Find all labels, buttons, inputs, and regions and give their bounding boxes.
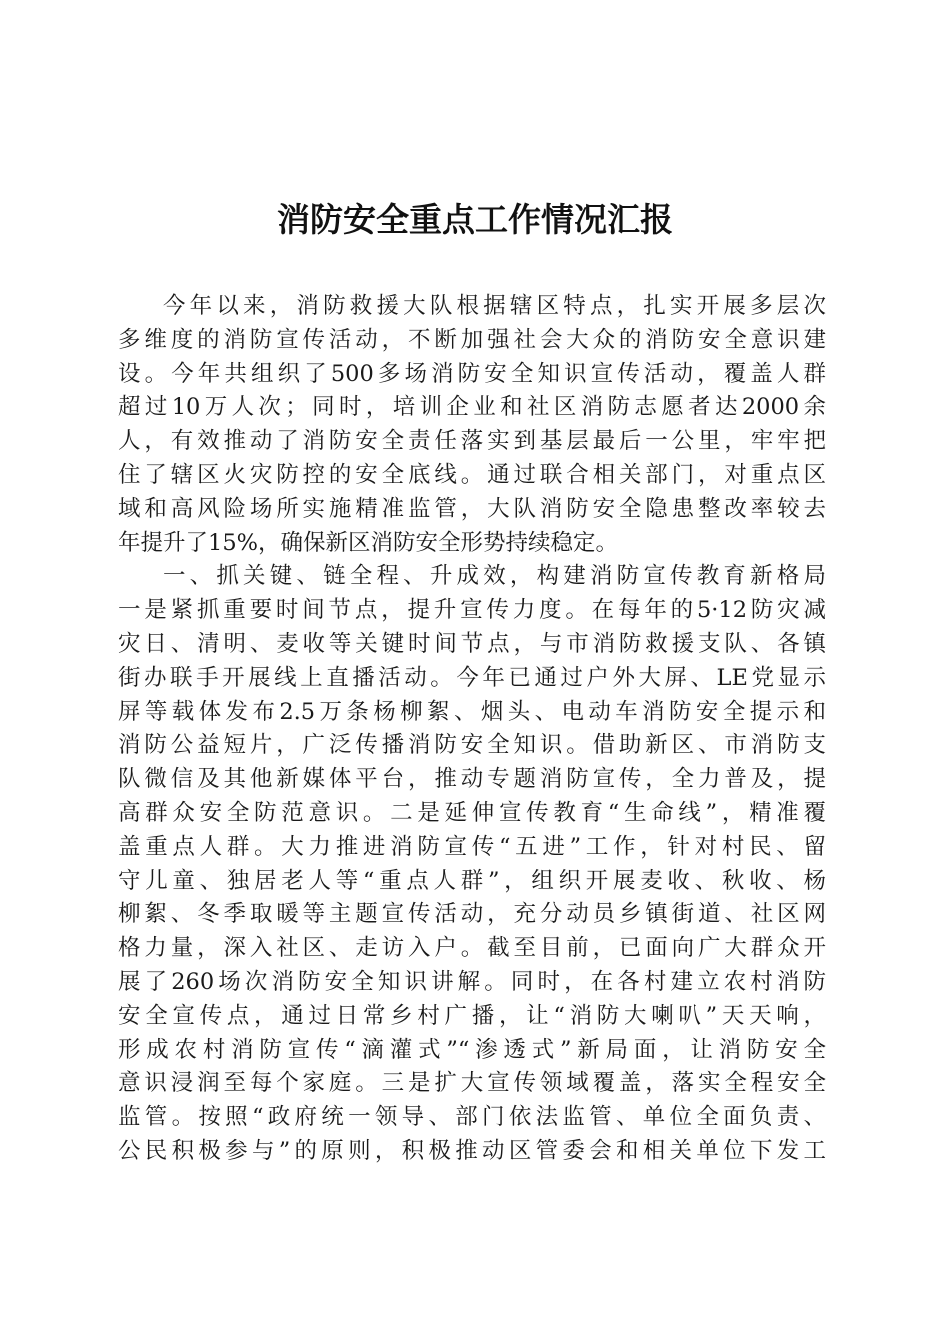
text-line: 展了260场次消防安全知识讲解。同时，在各村建立农村消防 — [118, 968, 826, 995]
section-heading-line: 一、抓关键、链全程、升成效，构建消防宣传教育新格局 — [163, 563, 826, 590]
text-line: 今年以来，消防救援大队根据辖区特点，扎实开展多层次 — [163, 293, 826, 319]
text-line: 意识浸润至每个家庭。三是扩大宣传领域覆盖，落实全程安全 — [118, 1070, 826, 1097]
text-line: 监管。按照“政府统一领导、部门依法监管、单位全面负责、 — [118, 1104, 826, 1131]
text-line: 街办联手开展线上直播活动。今年已通过户外大屏、LE党显示 — [118, 664, 826, 691]
document-body — [118, 290, 826, 1169]
text-line: 多维度的消防宣传活动，不断加强社会大众的消防安全意识建 — [118, 326, 826, 353]
text-line: 消防公益短片，广泛传播消防安全知识。借助新区、市消防支 — [118, 732, 826, 759]
text-line: 高群众安全防范意识。二是延伸宣传教育“生命线”，精准覆 — [118, 799, 826, 826]
text-line: 安全宣传点，通过日常乡村广播，让“消防大喇叭”天天响， — [118, 1002, 826, 1029]
text-line: 域和高风险场所实施精准监管，大队消防安全隐患整改率较去 — [118, 495, 826, 522]
page-title: 消防安全重点工作情况汇报 — [277, 200, 673, 239]
text-line: 年提升了15%，确保新区消防安全形势持续稳定。 — [118, 529, 619, 556]
text-line: 守儿童、独居老人等“重点人群”，组织开展麦收、秋收、杨 — [118, 867, 826, 894]
text-line: 公民积极参与”的原则，积极推动区管委会和相关单位下发工 — [118, 1137, 826, 1164]
text-line: 超过10万人次；同时，培训企业和社区消防志愿者达2000余 — [118, 394, 826, 421]
text-line: 设。今年共组织了500多场消防安全知识宣传活动，覆盖人群 — [118, 360, 826, 387]
text-line: 灾日、清明、麦收等关键时间节点，与市消防救援支队、各镇 — [118, 630, 826, 657]
text-line: 队微信及其他新媒体平台，推动专题消防宣传，全力普及，提 — [118, 766, 826, 793]
paragraph-intro — [118, 290, 826, 560]
text-line: 屏等载体发布2.5万条杨柳絮、烟头、电动车消防安全提示和 — [118, 698, 826, 725]
paragraph-section-1 — [118, 560, 826, 1168]
text-line: 住了辖区火灾防控的安全底线。通过联合相关部门，对重点区 — [118, 461, 826, 488]
text-line: 人，有效推动了消防安全责任落实到基层最后一公里，牢牢把 — [118, 428, 826, 455]
text-line: 形成农村消防宣传“滴灌式”“渗透式”新局面，让消防安全 — [118, 1036, 826, 1063]
text-line: 柳絮、冬季取暖等主题宣传活动，充分动员乡镇街道、社区网 — [118, 901, 826, 928]
text-line: 一是紧抓重要时间节点，提升宣传力度。在每年的5·12防灾减 — [118, 597, 826, 624]
text-line: 格力量，深入社区、走访入户。截至目前，已面向广大群众开 — [118, 935, 826, 962]
text-line: 盖重点人群。大力推进消防宣传“五进”工作，针对村民、留 — [118, 833, 826, 860]
